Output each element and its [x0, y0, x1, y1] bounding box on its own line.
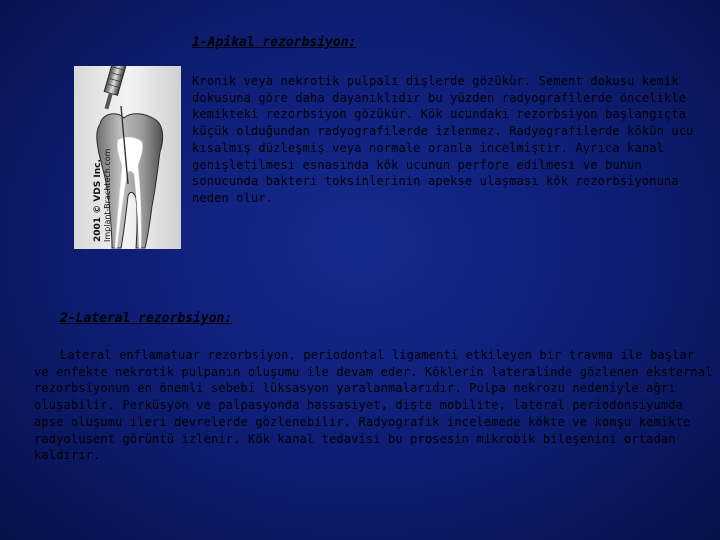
tooth-illustration	[74, 66, 181, 249]
section-2-paragraph: Lateral enflamatuar rezorbsiyon, periodontal ligamenti etkileyen bir travma ile başlar ve enfekte nekrotik pulpanın oluşumu ile devam eder. Köklerin lateralinde gözlenen eksternal rezorbsiyonun en önemli sebebi lüksasyon yaralanmalarıdır. Pulpa nekrozu nedeniyle ağrı oluşabilir. Perküsyon ve palpasyonda hassasiyet, dişte mobilite, lateral periodonsiyumda apse oluşumu ileri devrelerde gözlenebilir. Radyografik incelemede kökte ve komşu kemikte radyolusent görüntü izlenir. Kök kanal tedavisi bu prosesin mikrobik bileşenini ortadan kaldırır.	[34, 348, 713, 463]
section-1-paragraph: Kronik veya nekrotik pulpalı dişlerde gözükür. Sement dokusu kemik dokusuna göre daha dayanıklıdır bu yüzden radyografilerde öncelikle kemikteki rezorbsiyon gözükür. Kök ucundaki rezorbsiyon başlangıçta küçük olduğundan radyografilerde izlenmez. Radyografilerde kökün ucu kısalmış düzleşmiş veya normale oranla incelmiştir. Ayrıca kanal genişletilmesi esnasında kök ucunun perfore edilmesi ve bunun sonucunda bakteri toksinlerinin apekse ulaşması kök rezorbsiyonuna neden olur.	[192, 74, 694, 205]
figure-caption-line2: Implant-Brachtech.com	[103, 148, 112, 242]
tooth-root-canal-icon	[74, 66, 181, 249]
section-1-title: 1-Apikal rezorbsiyon:	[192, 35, 357, 50]
figure-caption-line1: 2001 © VDS Inc.	[93, 159, 103, 242]
section-2-title: 2-Lateral rezorbsiyon:	[60, 311, 233, 326]
